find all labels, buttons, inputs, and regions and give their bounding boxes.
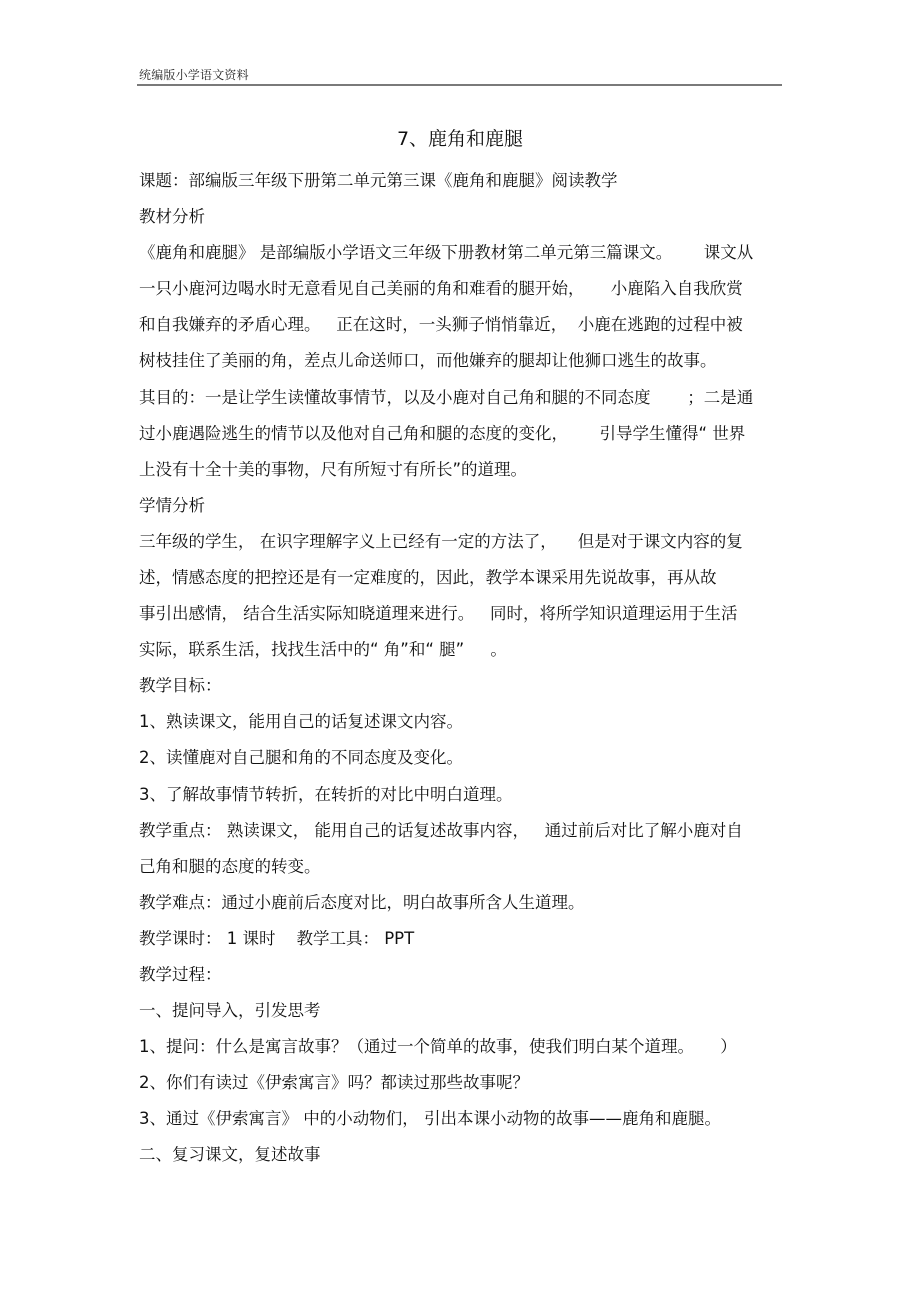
header-divider <box>137 84 782 86</box>
paragraph-line: 述，情感态度的把控还是有一定难度的，因此，教学本课采用先说故事，再从故 <box>139 568 717 587</box>
paragraph-line: 事引出感情， 结合生活实际知晓道理来进行。 同时，将所学知识道理运用于生活 <box>139 604 738 623</box>
process-item: 2、你们有读过《伊索寓言》吗？都读过那些故事呢？ <box>139 1073 529 1092</box>
section-heading-teaching-goals: 教学目标： <box>139 676 222 695</box>
process-step-heading: 一、提问导入，引发思考 <box>139 1001 321 1020</box>
key-points-cont: 己角和腿的态度的转变。 <box>139 857 321 876</box>
process-step-heading: 二、复习课文，复述故事 <box>139 1145 321 1164</box>
lesson-topic: 课题：部编版三年级下册第二单元第三课《鹿角和鹿腿》阅读教学 <box>139 171 618 190</box>
goal-item: 3、了解故事情节转折，在转折的对比中明白道理。 <box>139 785 513 804</box>
section-heading-process: 教学过程： <box>139 965 222 984</box>
paragraph-line: 其目的：一是让学生读懂故事情节，以及小鹿对自己角和腿的不同态度 ；二是通 <box>139 388 754 407</box>
running-header: 统编版小学语文资料 <box>139 68 249 82</box>
document-title: 7、鹿角和鹿腿 <box>396 128 524 150</box>
paragraph-line: 《鹿角和鹿腿》 是部编版小学语文三年级下册教材第二单元第三篇课文。 课文从 <box>139 243 754 262</box>
process-item: 3、通过《伊索寓言》 中的小动物们， 引出本课小动物的故事——鹿角和鹿腿。 <box>139 1109 721 1128</box>
paragraph-line: 实际，联系生活，找找生活中的“ 角”和“ 腿” 。 <box>139 640 507 659</box>
paragraph-line: 三年级的学生， 在识字理解字义上已经有一定的方法了， 但是对于课文内容的复 <box>139 532 743 551</box>
paragraph-line: 和自我嫌弃的矛盾心理。 正在这时，一头狮子悄悄靠近， 小鹿在逃跑的过程中被 <box>139 315 743 334</box>
difficult-points: 教学难点：通过小鹿前后态度对比，明白故事所含人生道理。 <box>139 893 585 912</box>
goal-item: 2、读懂鹿对自己腿和角的不同态度及变化。 <box>139 748 463 767</box>
lesson-hours-tools: 教学课时： 1 课时 教学工具： PPT <box>139 929 415 948</box>
section-heading-material-analysis: 教材分析 <box>139 207 205 226</box>
paragraph-line: 过小鹿遇险逃生的情节以及他对自己角和腿的态度的变化， 引导学生懂得“ 世界 <box>139 424 746 443</box>
paragraph-line: 树枝挂住了美丽的角，差点儿命送师口，而他嫌弃的腿却让他狮口逃生的故事。 <box>139 351 717 370</box>
section-heading-student-analysis: 学情分析 <box>139 496 205 515</box>
goal-item: 1、熟读课文，能用自己的话复述课文内容。 <box>139 712 463 731</box>
paragraph-line: 上没有十全十美的事物，尺有所短寸有所长”的道理。 <box>139 460 528 479</box>
paragraph-line: 一只小鹿河边喝水时无意看见自己美丽的角和难看的腿开始， 小鹿陷入自我欣赏 <box>139 279 743 298</box>
process-item: 1、提问：什么是寓言故事？（通过一个简单的故事，使我们明白某个道理。 ） <box>139 1037 737 1056</box>
key-points: 教学重点： 熟读课文， 能用自己的话复述故事内容， 通过前后对比了解小鹿对自 <box>139 821 743 840</box>
